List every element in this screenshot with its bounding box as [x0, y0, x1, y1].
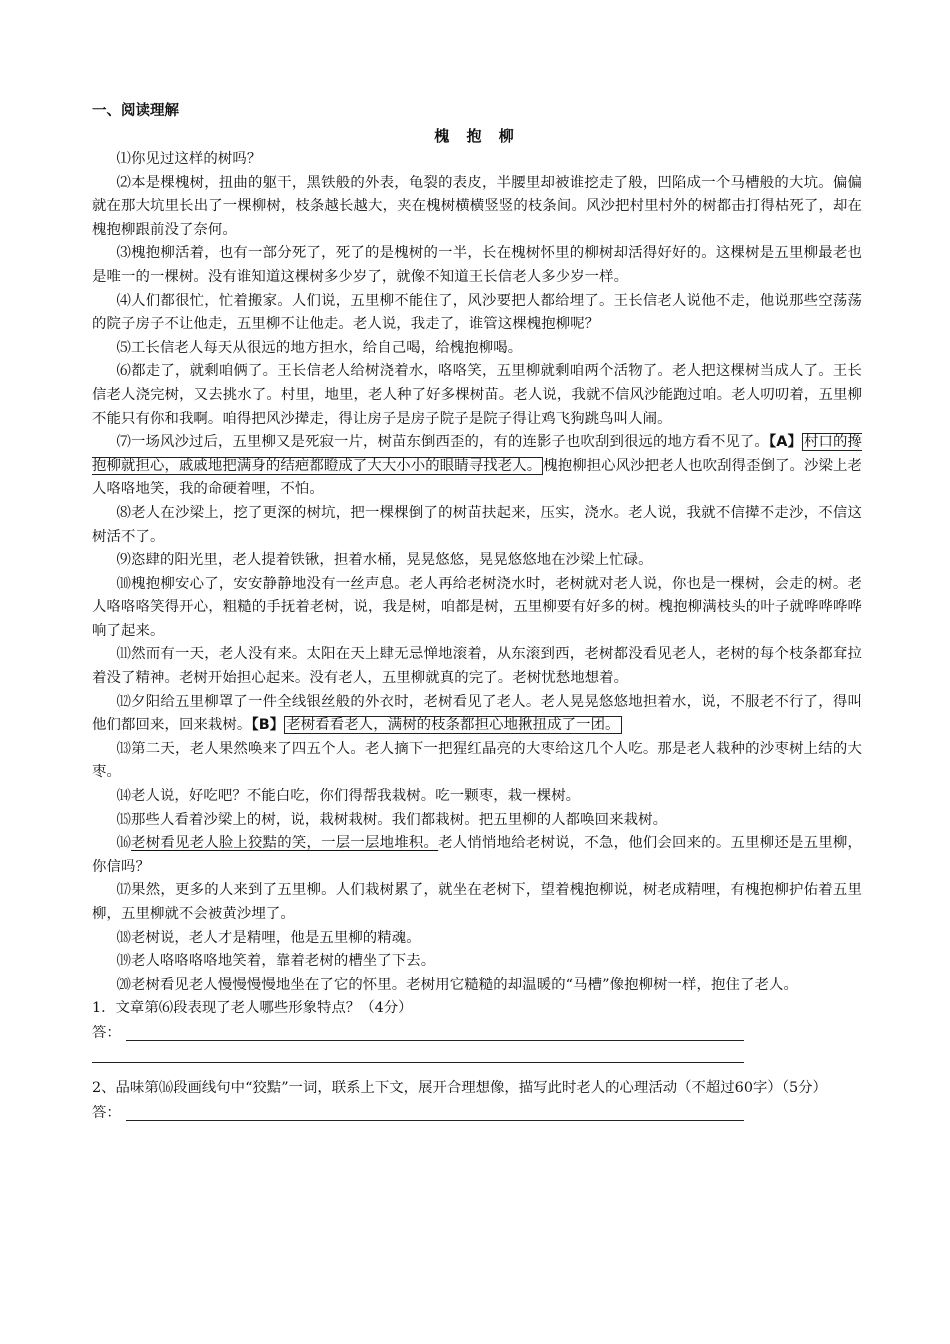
paragraph-11: ⑾然而有一天，老人没有来。太阳在天上肆无忌惮地滚着，从东滚到西，老树都没看见老人，老树的每个枝条都耷拉着没了精神。老树开始担心起来。没有老人，五里柳就真的完了。老树忧愁地想着。 — [92, 646, 862, 687]
marker-a: 【A】 — [768, 434, 802, 451]
paragraph-13: ⒀第二天，老人果然唤来了四五个人。老人摘下一把猩红晶亮的大枣给这几个人吃。那是老人栽种的沙枣树上结的大枣。 — [92, 740, 862, 781]
question-1: 1．文章第⑹段表现了老人哪些形象特点？（4分） — [92, 1000, 413, 1017]
paragraph-18: ⒅老树说，老人才是精哩，他是五里柳的精魂。 — [116, 929, 421, 946]
answer-field-1[interactable] — [92, 1021, 862, 1045]
paragraph-9: ⑼恣肆的阳光里，老人提着铁锹，担着水桶，晃晃悠悠，晃晃悠悠地在沙梁上忙碌。 — [116, 552, 653, 569]
paragraph-4: ⑷人们都很忙，忙着搬家。人们说，五里柳不能住了，风沙要把人都给埋了。王长信老人说他不走，他说那些空荡荡的院子房子不让他走，五里柳不让他走。老人说，我走了，谁管这棵槐抱柳呢？ — [92, 292, 862, 333]
answer-line — [92, 1062, 744, 1063]
paragraph-5: ⑸工长信老人每天从很远的地方担水，给自己喝，给槐抱柳喝。 — [116, 339, 523, 356]
answer-line — [126, 1120, 744, 1121]
boxed-sentence-b: 老树看看老人，满树的枝条都担心地揪扭成了一团。 — [286, 717, 620, 734]
answer-label-1: 答： — [92, 1024, 121, 1041]
paragraph-2: ⑵本是棵槐树，扭曲的躯干，黑铁般的外表，龟裂的表皮，半腰里却被谁挖走了般，凹陷成一个马槽般的大坑。偏偏就在那大坑里长出了一棵柳树，枝条越长越大，夹在槐树横横竖竖的枝条间。风沙把村里村外的树都击打得枯死了，却在槐抱柳跟前没了奈何。 — [92, 174, 862, 238]
paragraph-17: ⒄果然，更多的人来到了五里柳。人们栽树累了，就坐在老树下，望着槐抱柳说，树老成精哩，有槐抱柳护佑着五里柳，五里柳就不会被黄沙埋了。 — [92, 882, 862, 922]
document-page — [92, 98, 862, 1125]
paragraph-15: ⒂那些人看着沙梁上的树，说，栽树栽树。我们都栽树。把五里柳的人都唤回来栽树。 — [116, 811, 668, 828]
paragraph-16-number: ⒃ — [116, 835, 132, 852]
paragraph-12-text: ⑿夕阳给五里柳罩了一件全线银丝般的外衣时，老树看见了老人。老人晃晃悠悠地担着水，说，不服老不行了，得叫他们都回来，回来栽树。 — [92, 693, 862, 734]
underlined-sentence: 老树看见老人脸上狡黠的笑，一层一层地堆积。 — [131, 835, 439, 852]
paragraph-7 — [92, 431, 862, 502]
paragraph-19: ⒆老人咯咯咯咯地笑着，靠着老树的槽坐了下去。 — [116, 953, 436, 970]
answer-label-2: 答： — [92, 1104, 121, 1121]
answer-field-1-line-2[interactable] — [92, 1045, 862, 1069]
question-2: 2、品味第⒃段画线句中“狡黠”一词，联系上下文，展开合理想像，描写此时老人的心理活动（不超过60字）（5分） — [92, 1079, 827, 1096]
paragraph-7-text-b: 槐抱柳担心风沙把老人也吹刮得歪倒了。沙梁上老人咯咯地笑，我的命硬着哩，不怕。 — [92, 457, 863, 498]
paragraph-7-text-a: ⑺一场风沙过后，五里柳又是死寂一片，树苗东倒西歪的，有的连影子也吹刮到很远的地方看不见了。 — [116, 434, 769, 451]
paragraph-6: ⑹都走了，就剩咱俩了。王长信老人给树浇着水，咯咯笑，五里柳就剩咱两个活物了。老人把这棵树当成人了。王长信老人浇完树，又去挑水了。村里，地里，老人种了好多棵树苗。老人说，我就不信风沙能跑过咱。老人叨叨着，五里柳不能只有你和我啊。咱得把风沙撵走，得让房子是房子院子是院子得让鸡飞狗跳鸟叫人闹。 — [92, 363, 862, 427]
paragraph-8: ⑻老人在沙梁上，挖了更深的树坑，把一棵棵倒了的树苗扶起来，压实，浇水。老人说，我就不信撵不走沙，不信这树活不了。 — [92, 504, 862, 545]
paragraph-10: ⑽槐抱柳安心了，安安静静地没有一丝声息。老人再给老树浇水时，老树就对老人说，你也是一棵树，会走的树。老人咯咯咯笑得开心，粗糙的手抚着老树，说，我是树，咱都是树，五里柳要有好多的树。槐抱柳满枝头的叶子就哗哗哗哗响了起来。 — [92, 575, 862, 639]
boxed-sentence-a: 村口的搀抱柳就担心，戚戚地把满身的结疤都瞪成了大大小小的眼睛寻找老人。 — [92, 434, 862, 474]
paragraph-14: ⒁老人说，好吃吧？不能白吃，你们得帮我栽树。吃一颗枣，栽一棵树。 — [116, 788, 581, 805]
marker-b: 【B】 — [251, 717, 285, 734]
answer-field-2[interactable] — [92, 1101, 862, 1125]
paragraph-1: ⑴你见过这样的树吗？ — [116, 151, 262, 167]
paragraph-20: ⒇老树看见老人慢慢慢慢地坐在了它的怀里。老树用它糙糙的却温暖的“马槽”像抱柳树一样，抱住了老人。 — [116, 976, 798, 993]
paragraph-16-text: 老人悄悄地给老树说，不急，他们会回来的。五里柳还是五里柳，你信吗？ — [92, 835, 862, 875]
answer-line — [126, 1040, 744, 1041]
essay-title: 槐 抱 柳 — [434, 127, 520, 145]
section-heading: 一、阅读理解 — [92, 103, 179, 119]
paragraph-12 — [92, 691, 862, 738]
paragraph-16 — [92, 832, 862, 879]
paragraph-3: ⑶槐抱柳活着，也有一部分死了，死了的是槐树的一半，长在槐树怀里的柳树却活得好好的。这棵树是五里柳最老也是唯一的一棵树。没有谁知道这棵树多少岁了，就像不知道王长信老人多少岁一样。 — [92, 245, 862, 285]
